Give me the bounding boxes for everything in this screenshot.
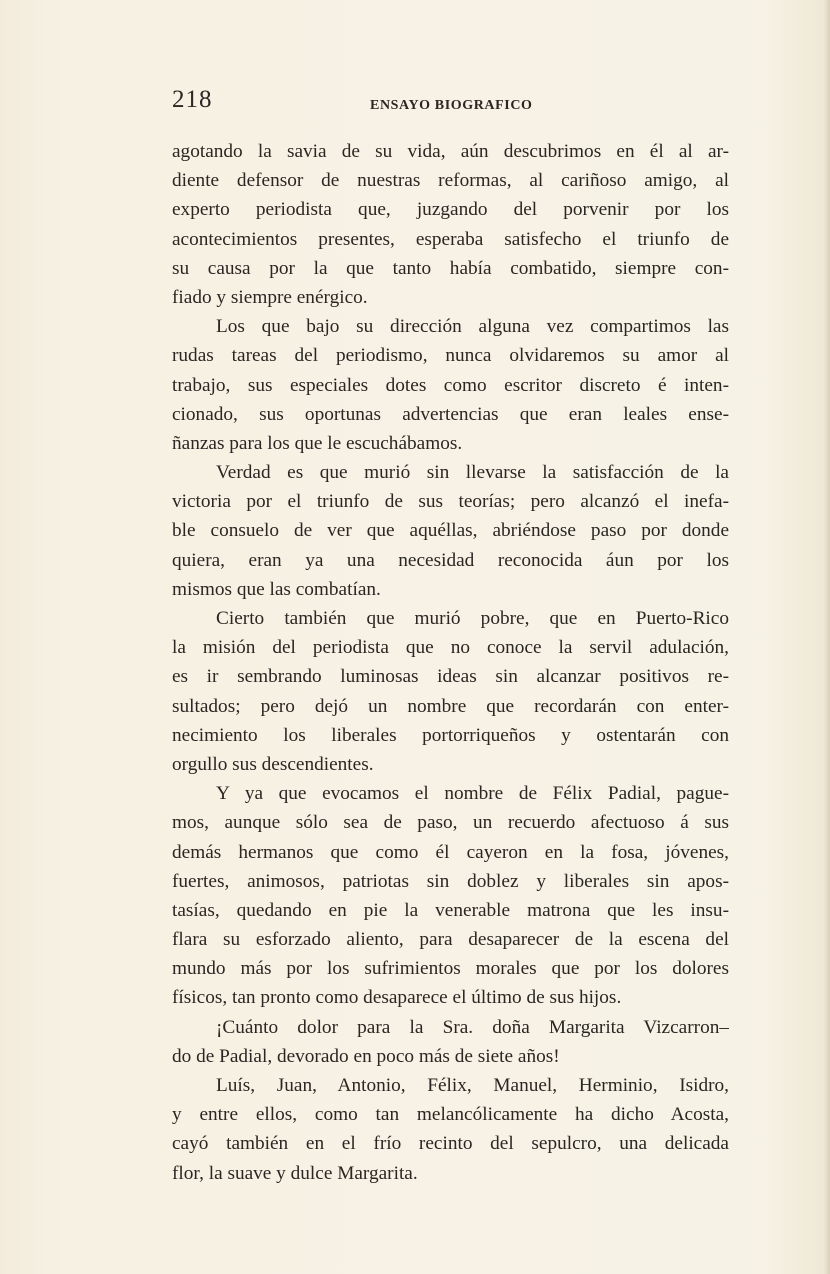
text-line: trabajo, sus especiales dotes como escritor discreto é inten- — [172, 374, 729, 396]
text-line: demás hermanos que como él cayeron en la fosa, jóvenes, — [172, 841, 729, 863]
text-line: rudas tareas del periodismo, nunca olvidaremos su amor al — [172, 345, 729, 367]
body-text — [172, 137, 729, 1188]
page-number: 218 — [172, 86, 213, 113]
text-line: Luís, Juan, Antonio, Félix, Manuel, Herminio, Isidro, — [216, 1075, 729, 1096]
text-line: la misión del periodista que no conoce la servil adulación, — [172, 637, 729, 659]
text-line: victoria por el triunfo de sus teorías; pero alcanzó el inefa- — [172, 491, 729, 513]
page-edge-shadow — [824, 0, 830, 1274]
paragraph — [172, 458, 729, 604]
running-head: ENSAYO BIOGRAFICO — [370, 98, 533, 113]
text-line: ble consuelo de ver que aquéllas, abriéndose paso por donde — [172, 520, 729, 542]
text-line: ñanzas para los que le escuchábamos. — [172, 432, 463, 454]
paragraph — [172, 137, 729, 312]
text-line: Los que bajo su dirección alguna vez compartimos las — [216, 316, 729, 338]
text-line: cayó también en el frío recinto del sepulcro, una delicada — [172, 1133, 729, 1155]
text-line: fiado y siempre enérgico. — [172, 286, 368, 308]
text-line: mundo más por los sufrimientos morales que por los dolores — [172, 958, 729, 980]
text-line: diente defensor de nuestras reformas, al cariñoso amigo, al — [172, 170, 729, 192]
text-line: agotando la savia de su vida, aún descubrimos en él al ar- — [172, 141, 729, 162]
paragraph — [172, 1071, 729, 1188]
paragraph — [172, 312, 729, 458]
text-line: tasías, quedando en pie la venerable matrona que les insu- — [172, 899, 729, 921]
text-line: quiera, eran ya una necesidad reconocida áun por los — [172, 549, 729, 571]
text-line: orgullo sus descendientes. — [172, 753, 374, 775]
text-line: Verdad es que murió sin llevarse la satisfacción de la — [216, 462, 729, 484]
paragraph — [172, 1013, 729, 1071]
text-line: Cierto también que murió pobre, que en Puerto-Rico — [216, 608, 729, 629]
paragraph — [172, 604, 729, 779]
text-line: do de Padial, devorado en poco más de siete años! — [172, 1045, 560, 1067]
text-line: sultados; pero dejó un nombre que recordarán con enter- — [172, 695, 729, 717]
text-line: físicos, tan pronto como desaparece el último de sus hijos. — [172, 987, 622, 1009]
text-line: mos, aunque sólo sea de paso, un recuerdo afectuoso á sus — [172, 812, 729, 834]
text-line: flara su esforzado aliento, para desaparecer de la escena del — [172, 929, 729, 951]
text-line: y entre ellos, como tan melancólicamente ha dicho Acosta, — [172, 1104, 729, 1126]
page-header — [172, 86, 732, 120]
text-line: flor, la suave y dulce Margarita. — [172, 1162, 418, 1184]
text-line: acontecimientos presentes, esperaba satisfecho el triunfo de — [172, 228, 729, 250]
text-line: su causa por la que tanto había combatido, siempre con- — [172, 257, 729, 279]
paragraph — [172, 779, 729, 1013]
text-line: Y ya que evocamos el nombre de Félix Padial, pague- — [216, 783, 729, 805]
text-line: mismos que las combatían. — [172, 578, 381, 600]
text-line: fuertes, animosos, patriotas sin doblez y liberales sin apos- — [172, 870, 729, 892]
text-line: necimiento los liberales portorriqueños y ostentarán con — [172, 724, 729, 746]
text-line: cionado, sus oportunas advertencias que eran leales ense- — [172, 403, 729, 425]
text-line: experto periodista que, juzgando del porvenir por los — [172, 199, 729, 221]
text-line: ¡Cuánto dolor para la Sra. doña Margarita Vizcarron– — [216, 1016, 729, 1038]
text-line: es ir sembrando luminosas ideas sin alcanzar positivos re- — [172, 666, 729, 688]
